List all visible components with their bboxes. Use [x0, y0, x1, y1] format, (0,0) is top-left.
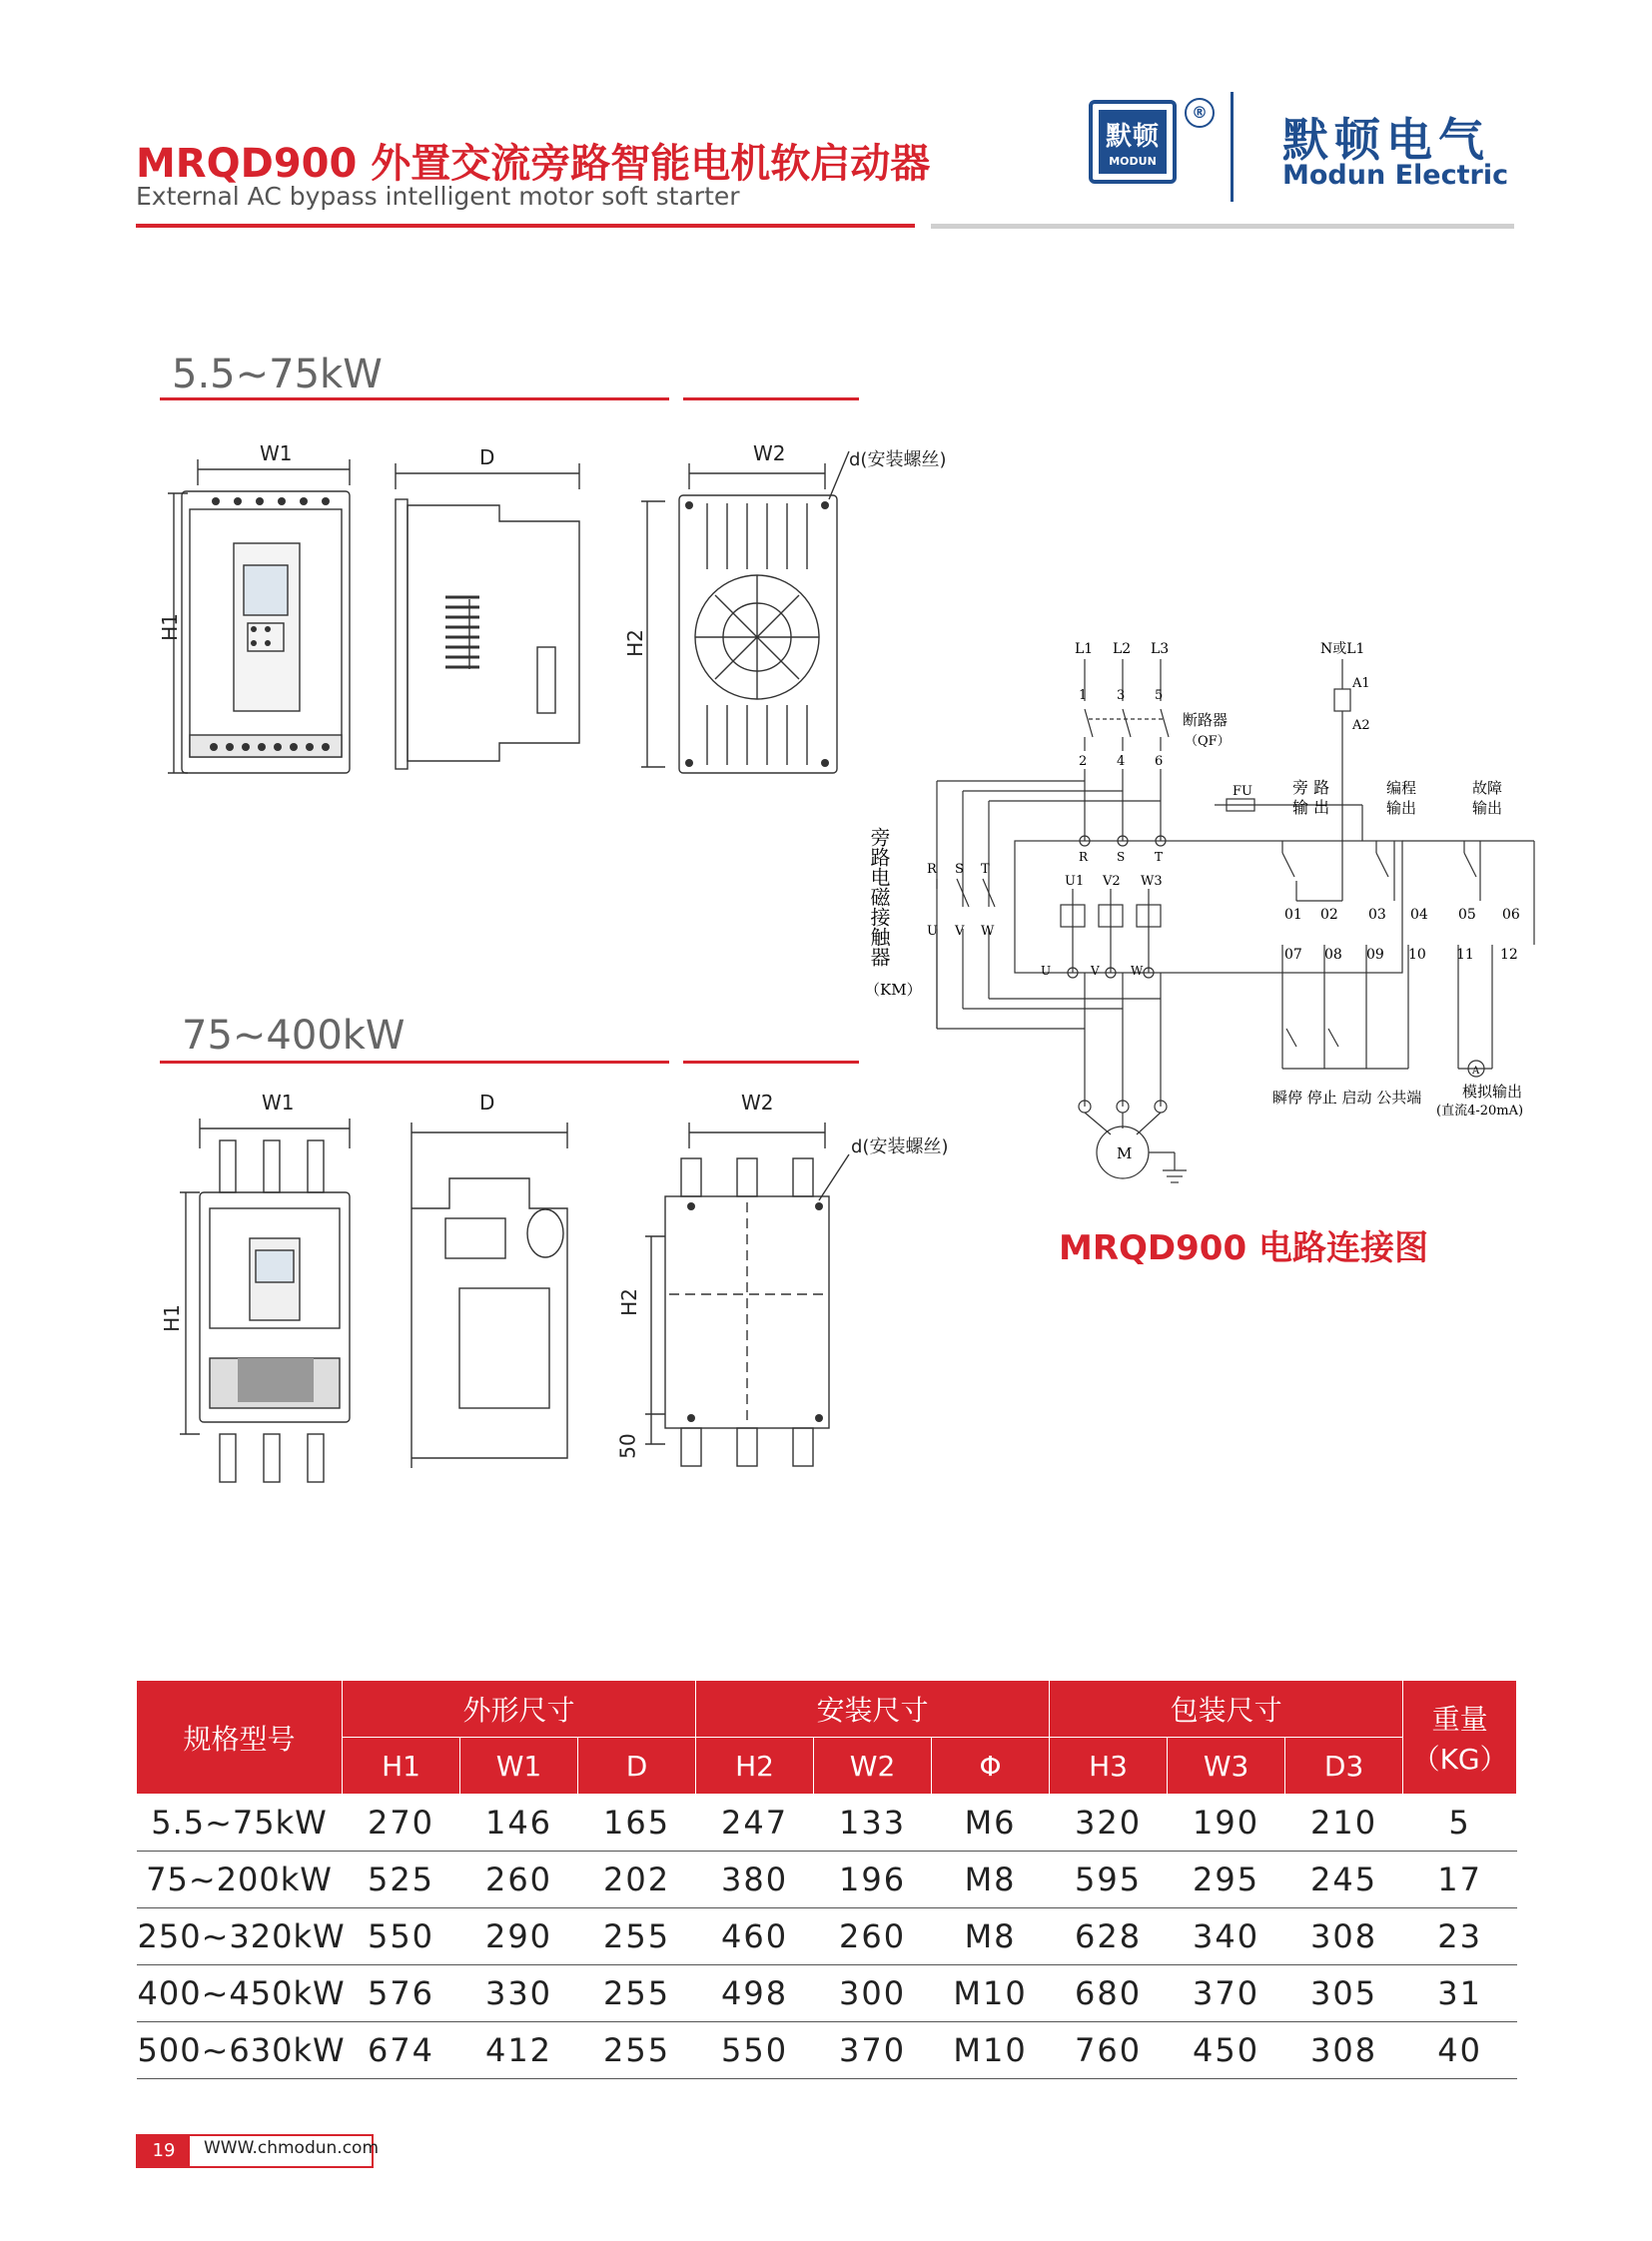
table-cell: 255 [578, 1965, 696, 2022]
table-cell: 260 [814, 1908, 932, 1965]
label-nl1: N或L1 [1320, 641, 1365, 657]
col-w1: W1 [460, 1738, 578, 1795]
col-phi: Φ [932, 1738, 1050, 1795]
section1-rule-b [683, 397, 859, 400]
label-s: S [1117, 850, 1126, 864]
table-cell: 23 [1403, 1908, 1517, 1965]
ammeter-symbol: A [1472, 1066, 1480, 1077]
table-header-row-2 [137, 1738, 1517, 1795]
page-number: 19 [138, 2136, 190, 2166]
page-title: MRQD900 外置交流旁路智能电机软启动器 [136, 141, 931, 187]
label-v2: V2 [1103, 874, 1121, 889]
label-contactor: 旁路电磁接触器 [867, 827, 891, 967]
term-04: 04 [1410, 907, 1428, 923]
table-cell: 308 [1285, 1908, 1403, 1965]
table-cell: 255 [578, 2022, 696, 2079]
table-cell: M10 [932, 2022, 1050, 2079]
page-subtitle: External AC bypass intelligent motor soft starter [136, 182, 740, 211]
term-08: 08 [1324, 947, 1342, 963]
table-cell: 595 [1050, 1852, 1168, 1908]
row-model-cell: 75~200kW [137, 1852, 343, 1908]
label-prog-out-1: 编程 [1386, 779, 1417, 797]
section1-drawings [150, 429, 969, 809]
table-cell: 576 [343, 1965, 460, 2022]
table-row [137, 1852, 1517, 1908]
row-model-cell: 5.5~75kW [137, 1795, 343, 1852]
table-cell: M8 [932, 1852, 1050, 1908]
table-cell: 370 [1168, 1965, 1285, 2022]
brand-logo [1089, 100, 1177, 184]
label-u: U [1041, 964, 1052, 978]
term-09: 09 [1366, 947, 1384, 963]
label-w3: W3 [1141, 874, 1163, 889]
label-analog-2: (直流4-20mA) [1436, 1104, 1524, 1119]
header-rule-gray [931, 224, 1514, 229]
table-cell: 133 [814, 1795, 932, 1852]
table-cell: 31 [1403, 1965, 1517, 2022]
term-12: 12 [1500, 947, 1518, 963]
term-03: 03 [1368, 907, 1386, 923]
logo-en: MODUN [1109, 155, 1157, 168]
table-cell: 525 [343, 1852, 460, 1908]
col-d3: D3 [1285, 1738, 1403, 1795]
s2-w1-label: W1 [262, 1091, 295, 1115]
col-group-outline: 外形尺寸 [343, 1681, 696, 1738]
col-model: 规格型号 [137, 1681, 343, 1795]
section1-rule [160, 397, 669, 400]
col-weight-line2: （KG） [1411, 1742, 1508, 1776]
table-cell: M10 [932, 1965, 1050, 2022]
s1-h1-label: H1 [157, 613, 182, 641]
s2-w2-label: W2 [741, 1091, 774, 1115]
label-contactor-u: U [927, 924, 938, 939]
s2-screw-label: d(安装螺丝) [851, 1136, 949, 1157]
logo-divider [1231, 92, 1234, 202]
table-cell: 450 [1168, 2022, 1285, 2079]
table-cell: 202 [578, 1852, 696, 1908]
table-cell: 245 [1285, 1852, 1403, 1908]
label-qf: （QF） [1185, 734, 1231, 749]
table-cell: 290 [460, 1908, 578, 1965]
motor-symbol: M [1117, 1144, 1133, 1162]
col-group-mount: 安装尺寸 [696, 1681, 1050, 1738]
registered-mark: ® [1185, 98, 1215, 128]
label-contactor-t: T [981, 862, 990, 877]
footer-url[interactable]: WWW.chmodun.com [204, 2138, 380, 2158]
label-n2: 2 [1079, 754, 1088, 769]
term-11: 11 [1456, 947, 1474, 963]
col-weight-line1: 重量 [1431, 1702, 1488, 1736]
label-n3: 3 [1117, 688, 1126, 703]
s2-50-label: 50 [615, 1433, 640, 1459]
label-bottom-controls: 瞬停 停止 启动 公共端 [1272, 1089, 1422, 1107]
table-cell: 680 [1050, 1965, 1168, 2022]
table-cell: 260 [460, 1852, 578, 1908]
table-header-row-1 [137, 1681, 1517, 1738]
section2-rule [160, 1061, 669, 1064]
table-cell: 270 [343, 1795, 460, 1852]
spec-table-body [137, 1795, 1517, 2079]
table-cell: 320 [1050, 1795, 1168, 1852]
table-row [137, 1795, 1517, 1852]
label-breaker: 断路器 [1183, 711, 1229, 729]
table-cell: 196 [814, 1852, 932, 1908]
circuit-caption: MRQD900 电路连接图 [1059, 1228, 1428, 1268]
table-cell: 247 [696, 1795, 814, 1852]
table-cell: 412 [460, 2022, 578, 2079]
label-a1: A1 [1352, 676, 1370, 691]
term-01: 01 [1284, 907, 1302, 923]
label-contactor-v: V [955, 924, 965, 939]
table-cell: 295 [1168, 1852, 1285, 1908]
label-contactor-r: R [927, 862, 937, 877]
brand-name-en: Modun Electric [1282, 160, 1509, 191]
label-a2: A2 [1352, 718, 1370, 733]
label-fault-out-2: 输出 [1472, 799, 1503, 817]
table-cell: 550 [343, 1908, 460, 1965]
table-cell: 628 [1050, 1908, 1168, 1965]
table-cell: 305 [1285, 1965, 1403, 2022]
s2-h2-label: H2 [616, 1288, 641, 1316]
table-cell: 460 [696, 1908, 814, 1965]
label-r: R [1079, 850, 1089, 864]
table-cell: 40 [1403, 2022, 1517, 2079]
table-row [137, 1965, 1517, 2022]
label-contactor-s: S [955, 862, 964, 877]
col-h3: H3 [1050, 1738, 1168, 1795]
term-05: 05 [1458, 907, 1476, 923]
table-cell: 340 [1168, 1908, 1285, 1965]
col-w2: W2 [814, 1738, 932, 1795]
table-cell: 498 [696, 1965, 814, 2022]
col-w3: W3 [1168, 1738, 1285, 1795]
table-row [137, 1908, 1517, 1965]
s2-d-label: D [479, 1091, 495, 1115]
table-cell: 380 [696, 1852, 814, 1908]
label-l1: L1 [1075, 641, 1094, 657]
table-cell: 760 [1050, 2022, 1168, 2079]
section2-rule-b [683, 1061, 859, 1064]
logo-cn: 默顿 [1105, 122, 1160, 152]
label-km: （KM） [865, 981, 922, 999]
table-cell: 210 [1285, 1795, 1403, 1852]
table-cell: 146 [460, 1795, 578, 1852]
label-n5: 5 [1155, 688, 1164, 703]
table-cell: 550 [696, 2022, 814, 2079]
label-bypass-out-1: 旁 路 [1292, 778, 1330, 797]
s1-d-label: D [479, 445, 495, 469]
circuit-diagram [865, 629, 1554, 1198]
col-h2: H2 [696, 1738, 814, 1795]
col-group-pack: 包装尺寸 [1050, 1681, 1403, 1738]
label-l2: L2 [1113, 641, 1132, 657]
brand-name-cn: 默顿电气 [1282, 113, 1490, 167]
label-contactor-w: W [981, 924, 995, 939]
s2-h1-label: H1 [159, 1304, 184, 1332]
label-bypass-out-2: 输 出 [1292, 798, 1330, 817]
row-model-cell: 500~630kW [137, 2022, 343, 2079]
table-row [137, 2022, 1517, 2079]
row-model-cell: 250~320kW [137, 1908, 343, 1965]
label-analog-1: 模拟输出 [1462, 1083, 1523, 1101]
table-cell: 370 [814, 2022, 932, 2079]
term-02: 02 [1320, 907, 1338, 923]
row-model-cell: 400~450kW [137, 1965, 343, 2022]
label-t: T [1155, 850, 1164, 864]
s1-screw-label: d(安装螺丝) [849, 449, 947, 470]
label-w: W [1131, 964, 1144, 978]
label-l3: L3 [1151, 641, 1170, 657]
table-cell: 308 [1285, 2022, 1403, 2079]
section2-drawings [150, 1089, 969, 1488]
label-fault-out-1: 故障 [1472, 779, 1503, 797]
header-rule-red [136, 224, 915, 228]
section1-label: 5.5~75kW [172, 352, 383, 397]
s1-w2-label: W2 [753, 441, 786, 465]
table-cell: M8 [932, 1908, 1050, 1965]
col-h1: H1 [343, 1738, 460, 1795]
table-cell: 330 [460, 1965, 578, 2022]
table-cell: 300 [814, 1965, 932, 2022]
s1-w1-label: W1 [260, 441, 293, 465]
label-u1: U1 [1065, 874, 1085, 889]
table-cell: 190 [1168, 1795, 1285, 1852]
label-n6: 6 [1155, 754, 1164, 769]
term-10: 10 [1408, 947, 1426, 963]
term-06: 06 [1502, 907, 1520, 923]
label-n1: 1 [1079, 688, 1088, 703]
table-cell: M6 [932, 1795, 1050, 1852]
table-cell: 5 [1403, 1795, 1517, 1852]
section2-label: 75~400kW [182, 1013, 406, 1059]
col-weight [1403, 1681, 1517, 1795]
s1-h2-label: H2 [622, 629, 647, 657]
label-n4: 4 [1117, 754, 1126, 769]
spec-table [136, 1680, 1517, 2079]
table-cell: 165 [578, 1795, 696, 1852]
table-cell: 255 [578, 1908, 696, 1965]
label-fu: FU [1233, 784, 1252, 799]
table-cell: 674 [343, 2022, 460, 2079]
table-cell: 17 [1403, 1852, 1517, 1908]
label-v: V [1091, 964, 1100, 978]
label-prog-out-2: 输出 [1386, 799, 1417, 817]
term-07: 07 [1284, 947, 1302, 963]
col-d: D [578, 1738, 696, 1795]
